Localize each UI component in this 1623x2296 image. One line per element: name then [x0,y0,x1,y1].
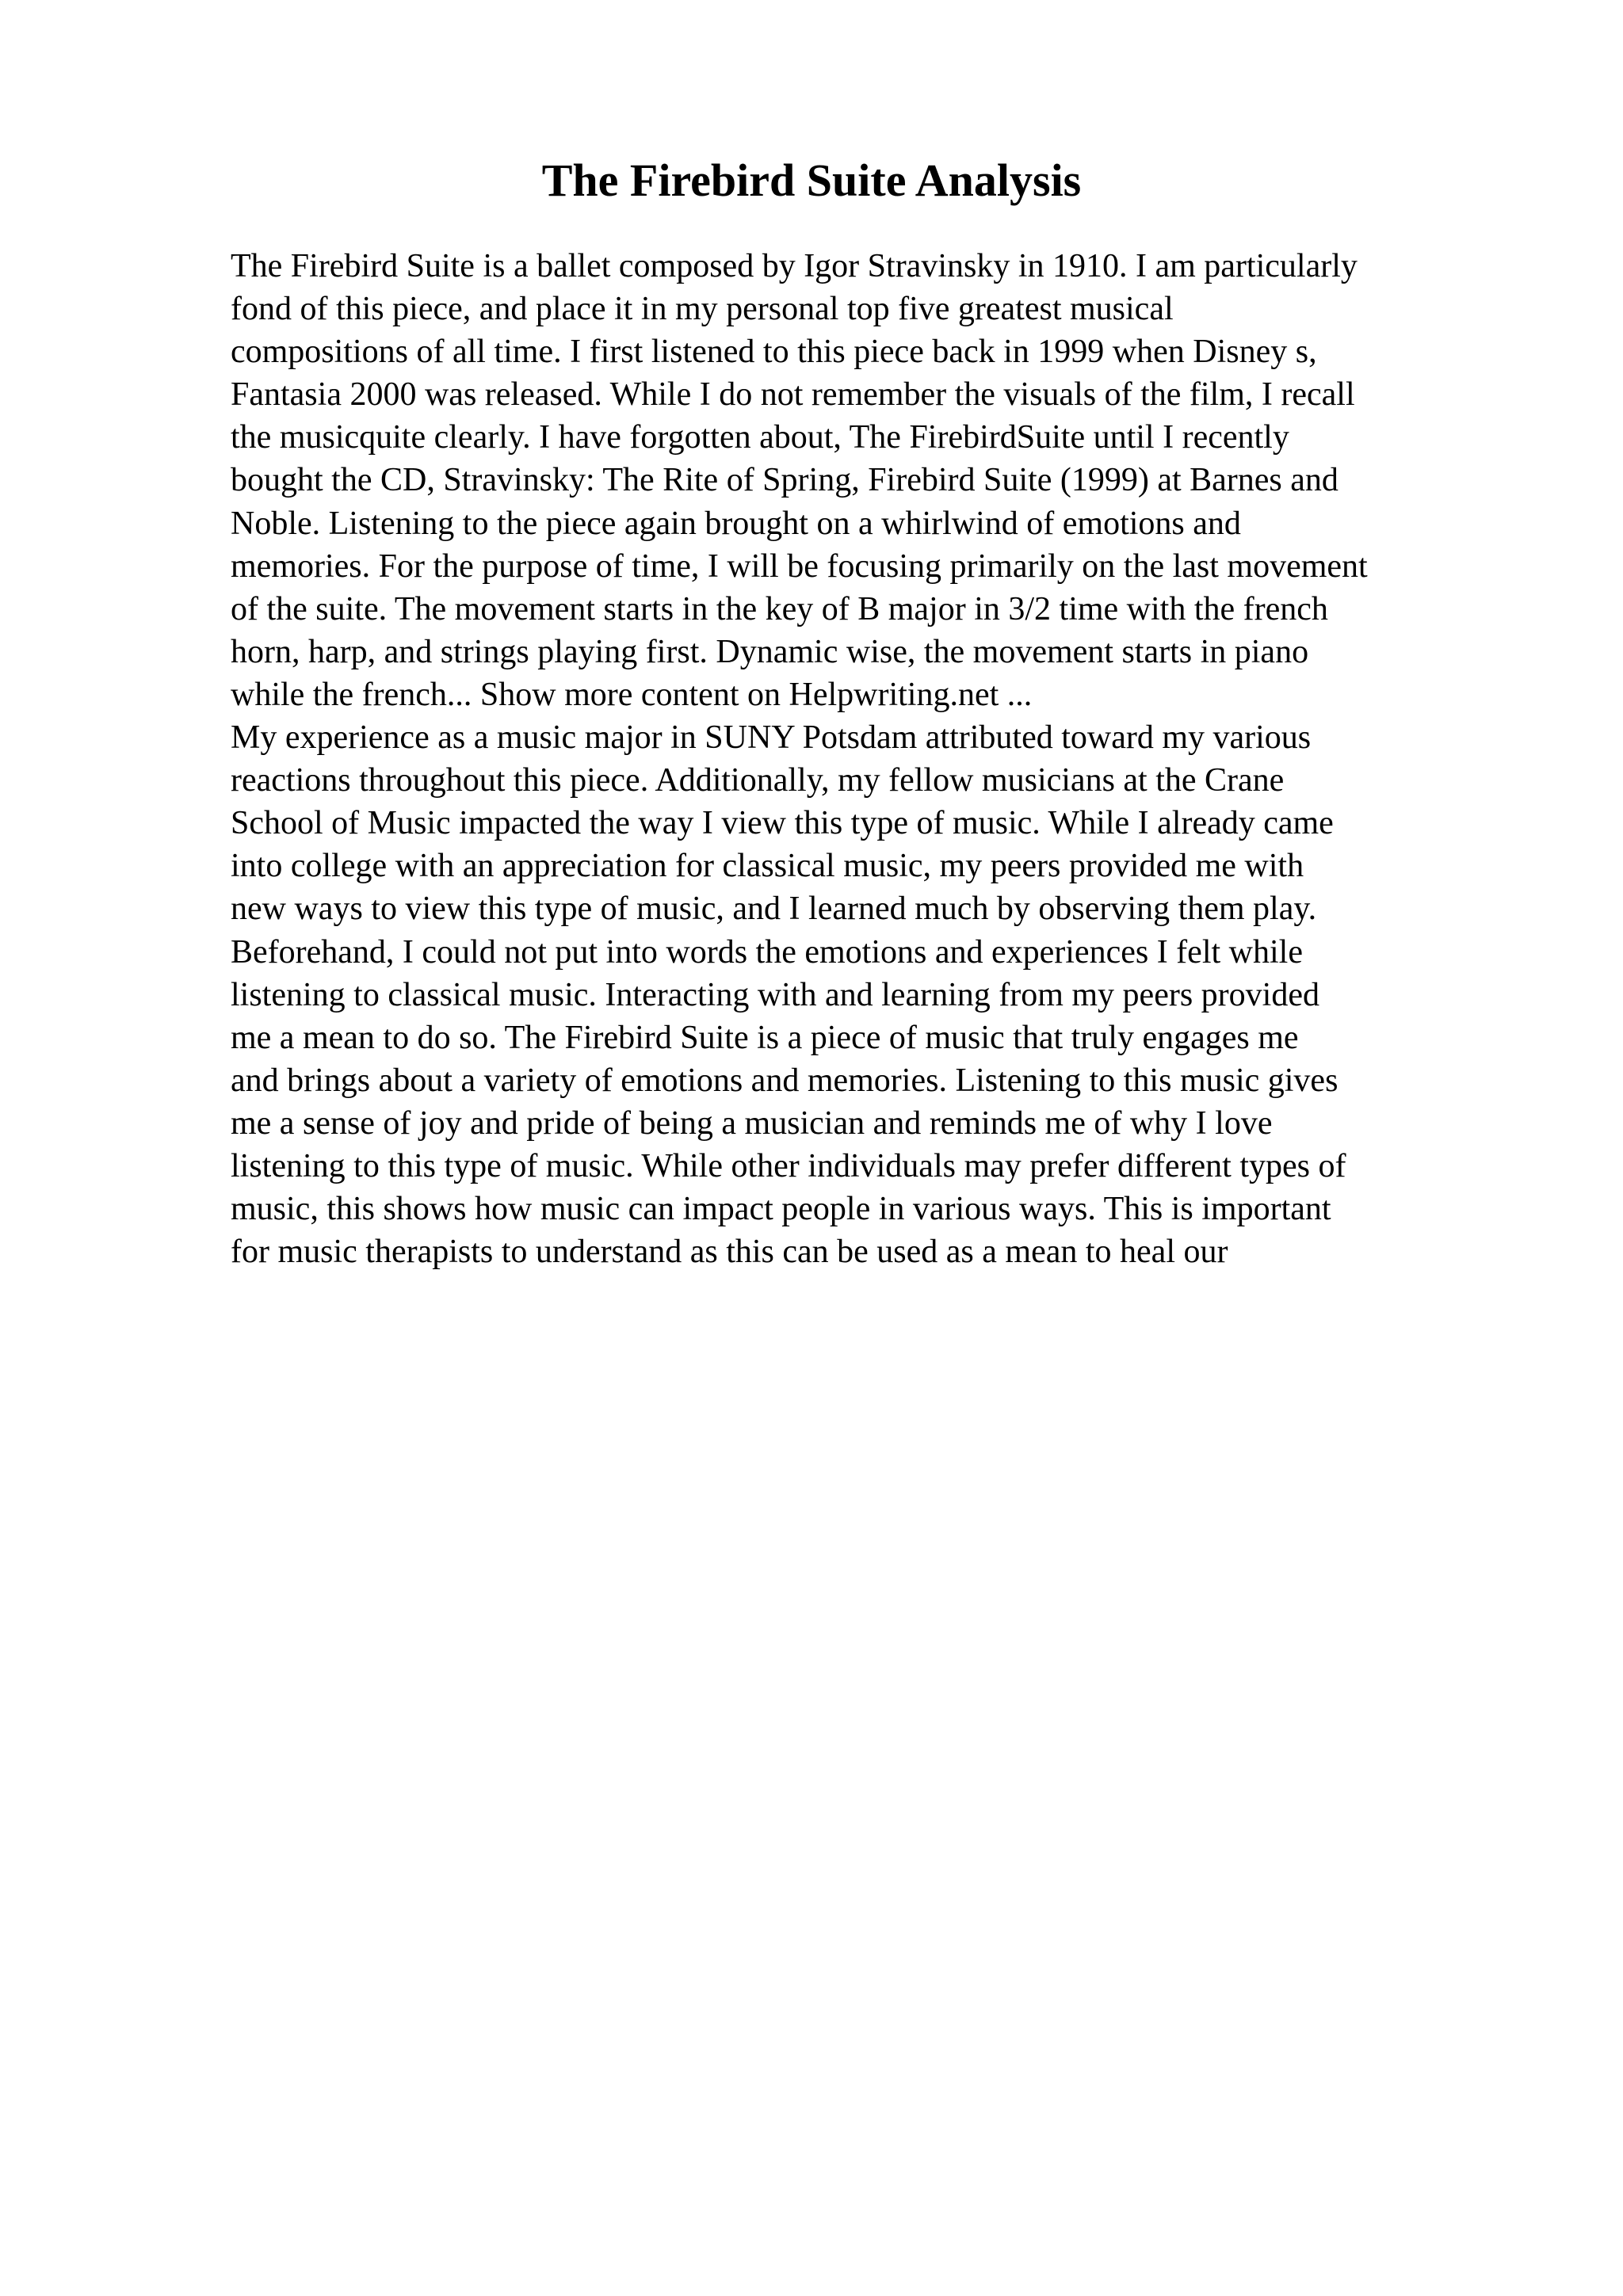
body-line: the musicquite clearly. I have forgotten about, The FirebirdSuite until I recently [231,419,1289,456]
body-line: memories. For the purpose of time, I will be focusing primarily on the last movement [231,547,1368,585]
body-line: fond of this piece, and place it in my personal top five greatest musical [231,291,1174,328]
body-line: of the suite. The movement starts in the key of B major in 3/2 time with the french [231,590,1328,627]
body-line: Fantasia 2000 was released. While I do not remember the visuals of the film, I recall [231,376,1355,414]
body-line: listening to classical music. Interacting with and learning from my peers provided [231,976,1319,1013]
body-line: me a sense of joy and pride of being a musician and reminds me of why I love [231,1104,1273,1142]
body-line: reactions throughout this piece. Additionally, my fellow musicians at the Crane [231,762,1285,799]
body-line: listening to this type of music. While other individuals may prefer different types of [231,1147,1346,1184]
body-line: for music therapists to understand as this can be used as a mean to heal our [231,1234,1228,1271]
body-line: music, this shows how music can impact people in various ways. This is important [231,1191,1331,1228]
document-body [231,245,1514,1273]
body-line: and brings about a variety of emotions and memories. Listening to this music gives [231,1062,1338,1099]
body-line: into college with an appreciation for classical music, my peers provided me with [231,848,1304,885]
body-line: me a mean to do so. The Firebird Suite is a piece of music that truly engages me [231,1019,1299,1056]
body-line: compositions of all time. I first listened to this piece back in 1999 when Disney s, [231,334,1317,371]
document-title: The Firebird Suite Analysis [541,154,1082,206]
body-line: My experience as a music major in SUNY Potsdam attributed toward my various [231,719,1312,757]
body-line: Beforehand, I could not put into words the emotions and experiences I felt while [231,933,1303,971]
show-more-line: while the french... Show more content on Helpwriting.net ... [231,676,1033,713]
body-line: School of Music impacted the way I view this type of music. While I already came [231,805,1334,842]
body-line: Noble. Listening to the piece again brought on a whirlwind of emotions and [231,505,1241,542]
body-line: bought the CD, Stravinsky: The Rite of Spring, Firebird Suite (1999) at Barnes and [231,462,1338,499]
body-line: new ways to view this type of music, and I learned much by observing them play. [231,891,1317,928]
body-line: The Firebird Suite is a ballet composed by Igor Stravinsky in 1910. I am particularly [231,248,1358,284]
body-line: horn, harp, and strings playing first. Dynamic wise, the movement starts in piano [231,633,1309,670]
